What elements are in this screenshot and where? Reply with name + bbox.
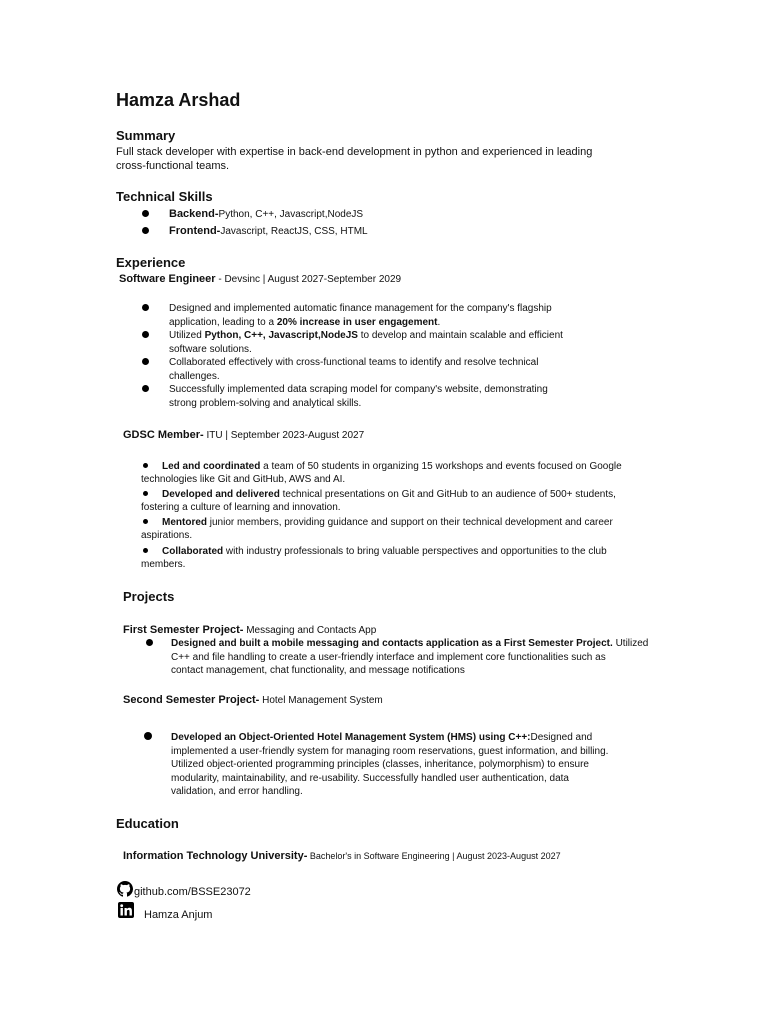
project-title: Second Semester Project-: [123, 694, 260, 706]
bullet-icon: [142, 304, 149, 311]
bullet-icon: [143, 491, 148, 496]
text: .: [437, 316, 441, 328]
job1-bullet-4: [169, 383, 548, 410]
emphasis: Mentored: [162, 517, 207, 528]
job2-bullet-2: [162, 488, 616, 502]
bullet-icon: [142, 331, 149, 338]
job1-bullet-2: [169, 329, 563, 356]
linkedin-link[interactable]: Hamza Anjum: [144, 909, 213, 921]
project-title: First Semester Project-: [123, 624, 244, 636]
line: Successfully implemented data scraping model for company's website, demonstrating: [169, 384, 548, 395]
job2-bullet-1: [141, 460, 622, 474]
line: contact management, chat functionality, and message notifications: [171, 665, 465, 676]
bullet-icon: [142, 385, 149, 392]
text: Designed and: [530, 732, 593, 743]
text: junior members, providing guidance and support on their technical development and career: [207, 517, 613, 528]
skill-label: Backend-: [169, 208, 219, 220]
education-entry: [123, 849, 561, 863]
line: Collaborated effectively with cross-functional teams to identify and resolve technical: [169, 357, 539, 368]
job2-bullet-3: [162, 516, 613, 530]
text: technical presentations on Git and GitHub to an audience of 500+ students,: [279, 489, 616, 500]
line: challenges.: [169, 370, 220, 382]
project-1-description: [171, 637, 648, 678]
project-2-description: [171, 731, 608, 799]
text: Utilized: [612, 638, 649, 649]
bullet-icon: [142, 358, 149, 365]
emphasis: Collaborated: [162, 546, 224, 557]
emphasis: Python, C++, Javascript,NodeJS: [204, 330, 358, 341]
job2-bullet-1-line2: technologies like Git and GitHub, AWS and AI.: [141, 474, 346, 485]
bullet-icon: [143, 548, 148, 553]
summary-heading: Summary: [116, 128, 176, 143]
github-icon: [117, 881, 133, 897]
line: [171, 731, 608, 745]
linkedin-icon: [118, 902, 134, 918]
bullet-icon: [142, 210, 149, 217]
emphasis: Developed an Object-Oriented Hotel Management System (HMS) using C++:: [171, 732, 531, 743]
job2-bullet-3-line2: aspirations.: [141, 530, 193, 541]
line: [141, 460, 622, 474]
experience-heading: Experience: [116, 255, 186, 270]
line: [169, 329, 563, 343]
job1-bullet-3: [169, 356, 538, 383]
skill-label: Frontend-: [169, 225, 221, 237]
line: Utilized object-oriented programming principles (classes, inheritance, polymorphism) to ensure: [171, 759, 589, 770]
text: to develop and maintain scalable and efficient: [357, 330, 563, 341]
project-2-header: [123, 693, 383, 708]
job-title: GDSC Member-: [123, 429, 204, 441]
summary-line-2: cross-functional teams.: [116, 160, 230, 172]
resume-name: Hamza Arshad: [116, 90, 241, 110]
bullet-icon: [144, 732, 152, 740]
job1-bullet-1: [169, 302, 552, 329]
projects-heading: Projects: [123, 589, 175, 604]
job2-bullet-4-line2: members.: [141, 559, 186, 570]
project-1-header: [123, 623, 376, 638]
education-heading: Education: [116, 816, 179, 831]
school-name: Information Technology University-: [123, 850, 308, 862]
summary-line-1: Full stack developer with expertise in back-end development in python and experienced in leading: [116, 146, 593, 158]
line: strong problem-solving and analytical skills.: [169, 397, 362, 409]
line: implemented a user-friendly system for managing room reservations, guest information, and billing.: [171, 745, 609, 757]
job-2-header: [123, 428, 364, 443]
job-title: Software Engineer: [119, 273, 216, 285]
emphasis: Designed and built a mobile messaging and contacts application as a First Semester Project.: [171, 638, 613, 649]
project-meta: Messaging and Contacts App: [243, 625, 377, 636]
job-1-header: [119, 272, 401, 287]
emphasis: Developed and delivered: [162, 489, 280, 500]
job-meta: ITU | September 2023-August 2027: [203, 430, 365, 441]
emphasis: 20% increase in user engagement: [276, 316, 438, 328]
skills-heading: Technical Skills: [116, 189, 213, 204]
education-meta: Bachelor's in Software Engineering | August 2023-August 2027: [307, 851, 561, 861]
text: a team of 50 students in organizing 15 workshops and events focused on Google: [260, 461, 622, 472]
job2-bullet-2-line2: fostering a culture of learning and innovation.: [141, 502, 341, 513]
project-meta: Hotel Management System: [259, 695, 383, 706]
emphasis: Led and coordinated: [162, 461, 261, 472]
text: Utilized: [169, 330, 205, 341]
bullet-icon: [142, 227, 149, 234]
skill-value: Javascript, ReactJS, CSS, HTML: [220, 226, 368, 237]
line: C++ and file handling to create a user-friendly interface and implement core functionalities such as: [171, 651, 606, 663]
text: with industry professionals to bring valuable perspectives and opportunities to the club: [223, 546, 607, 557]
github-link[interactable]: github.com/BSSE23072: [134, 886, 251, 898]
line: [171, 637, 648, 651]
line: software solutions.: [169, 343, 252, 355]
line: Designed and implemented automatic finance management for the company's flagship: [169, 303, 552, 314]
bullet-icon: [146, 639, 153, 646]
line: [169, 316, 552, 330]
line: validation, and error handling.: [171, 786, 303, 797]
text: application, leading to a: [169, 316, 277, 328]
skill-value: Python, C++, Javascript,NodeJS: [218, 209, 364, 220]
line: modularity, maintainability, and re-usability. Successfully handled user authentication, data: [171, 772, 569, 784]
bullet-icon: [143, 519, 148, 524]
skill-frontend: [169, 224, 368, 239]
job-meta: - Devsinc | August 2027-September 2029: [215, 274, 402, 285]
job2-bullet-4: [162, 545, 607, 559]
skill-backend: [169, 207, 363, 222]
